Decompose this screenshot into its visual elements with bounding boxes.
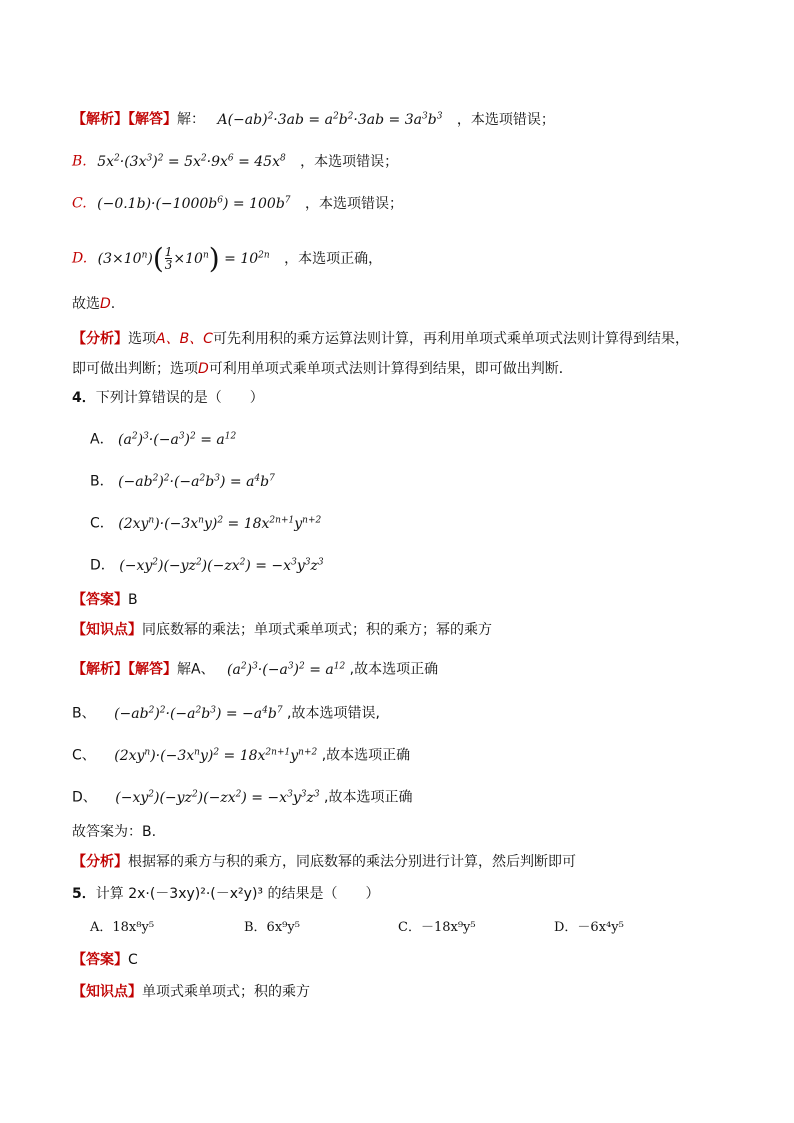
- q4-option-c: C． $(2xy^n)\cdot(-3x^ny)^2 = 18x^{2n+1}y^{n+2}$: [90, 515, 322, 532]
- sec3-line-a: [72, 106, 555, 130]
- q4-solution-a: 【解析】【解答】解A、 $(a^2)^3\cdot(-a^3)^2 = a^{12}$ ,故本选项正确: [72, 661, 439, 678]
- q4-knowledge-points: 【知识点】同底数幂的乘法；单项式乘单项式；积的乘方；幂的乘方: [72, 622, 492, 638]
- result-d: ，本选项正确，: [284, 250, 383, 267]
- q5-knowledge-points: 【知识点】单项式乘单项式；积的乘方: [72, 984, 310, 1000]
- q4-option-d: D． $(-xy^2)(-yz^2)(-zx^2) = -x^3y^3z^3$: [90, 557, 324, 574]
- eq-c: $(-0.1b)\cdot(-1000b^6) = 100b^7$: [97, 195, 291, 212]
- eq-d: $(3\times 10^n)$( $\frac{1}{3}$ $\times 10^n) = 10^{2n}$: [97, 241, 270, 275]
- sec3-line-b: [72, 148, 398, 172]
- q4-solution-c: C、 $(2xy^n)\cdot(-3x^ny)^2 = 18x^{2n+1}y^{n+2}$ ,故本选项正确: [72, 747, 411, 764]
- q5-option-b: B．6x⁹y⁵: [244, 920, 300, 935]
- eq-b: $5x^2\cdot(3x^3)^2 = 5x^2\cdot 9x^6 = 45x^8$: [97, 153, 286, 170]
- q4-option-a: A． $(a^2)^3\cdot(-a^3)^2 = a^{12}$: [90, 431, 237, 448]
- q5-option-a: A．18x⁸y⁵: [90, 920, 155, 935]
- option-d-label: D.: [72, 250, 88, 267]
- q5-option-c: C．－18x⁹y⁵: [398, 920, 476, 935]
- sec3-conclusion: 故选D.: [72, 296, 116, 312]
- q5-answer: 【答案】C: [72, 952, 138, 968]
- fenxi-tag: 【分析】: [72, 331, 128, 347]
- q4-conclusion: 故答案为：B.: [72, 824, 157, 840]
- sec3-analysis: 【分析】选项A、B、C可先利用积的乘方运算法则计算，再利用单项式乘单项式法则计算得到结果， 即可做出判断；选项D可利用单项式乘单项式法则计算得到结果，即可做出判断．: [72, 331, 689, 377]
- option-b-label: B.: [72, 153, 87, 170]
- result-b: ，本选项错误；: [300, 153, 399, 170]
- q4-option-b: B． $(-ab^2)^2\cdot(-a^2b^3) = a^4b^7$: [90, 473, 275, 490]
- result-a: ，本选项错误；: [456, 111, 555, 128]
- q4-stem: 4．下列计算错误的是（ ）: [72, 390, 264, 406]
- option-c-label: C.: [72, 195, 87, 212]
- q4-number: 4．: [72, 390, 96, 406]
- sec3-line-d: [72, 240, 382, 274]
- q4-solution-d: D、 $(-xy^2)(-yz^2)(-zx^2) = -x^3y^3z^3$ ,故本选项正确: [72, 789, 413, 806]
- jie-label: 解：: [177, 111, 205, 128]
- q5-stem: 5．计算 2x·(－3xy)²·(－x²y)³ 的结果是（ ）: [72, 886, 380, 902]
- sec3-line-c: [72, 190, 403, 214]
- result-c: ，本选项错误；: [304, 195, 403, 212]
- q4-analysis: 【分析】根据幂的乘方与积的乘方，同底数幂的乘法分别进行计算，然后判断即可: [72, 854, 576, 870]
- q5-number: 5．: [72, 886, 96, 902]
- eq-a: $A(-ab)^2\cdot 3ab = a^2b^2\cdot 3ab = 3a^3b^3$: [217, 111, 443, 128]
- analysis-tag: 【解析】【解答】: [72, 111, 177, 128]
- q4-solution-b: B、 $(-ab^2)^2\cdot(-a^2b^3) = -a^4b^7$ ,故本选项错误,: [72, 705, 380, 722]
- q5-option-d: D．－6x⁴y⁵: [554, 920, 624, 935]
- q4-answer: 【答案】B: [72, 592, 138, 608]
